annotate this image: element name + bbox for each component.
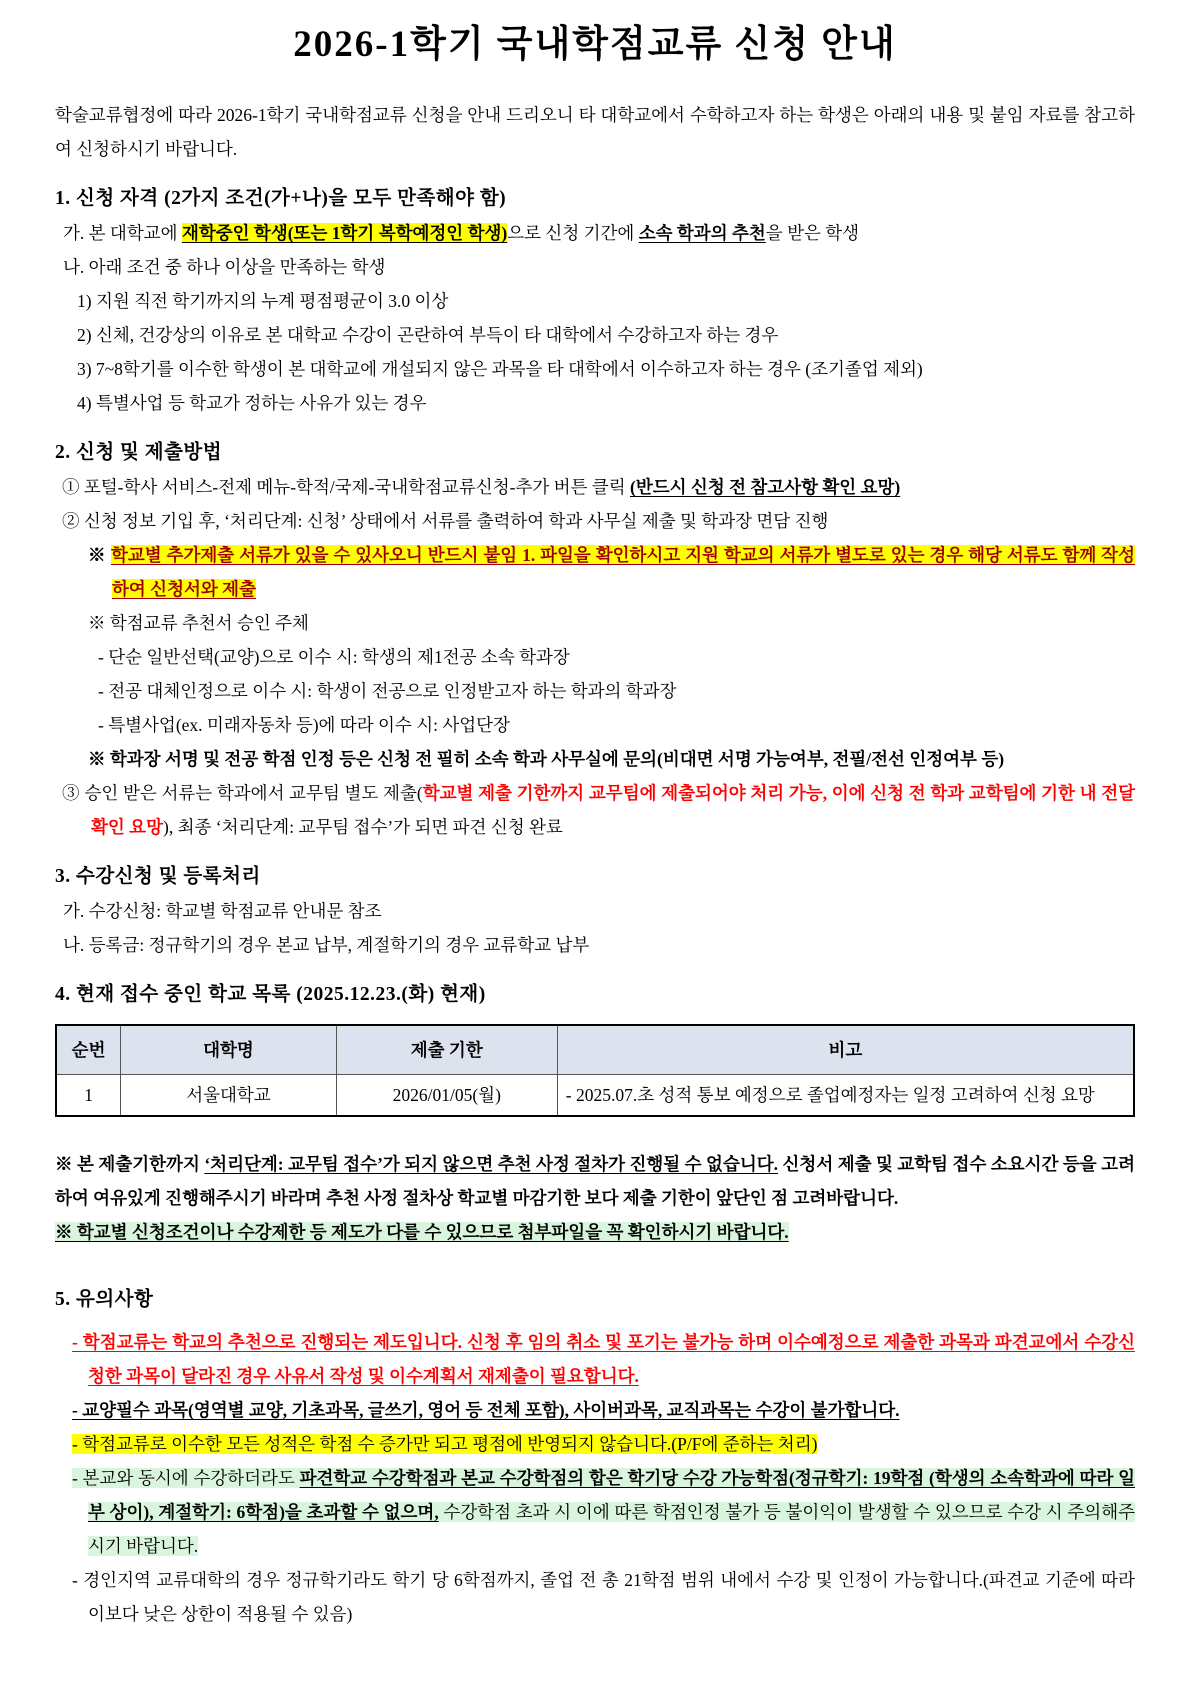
note1-underlined: ‘처리단계: 교무팀 접수’가 되지 않으면 추천 사정 절차가 진행될 수 없습니다. — [204, 1154, 779, 1175]
green-highlighted-note: ※ 학교별 신청조건이나 수강제한 등 제도가 다를 수 있으므로 첨부파일을 꼭 확인하시기 바랍니다. — [55, 1222, 789, 1243]
eligibility-subitem-1: 1) 지원 직전 학기까지의 누계 평점평균이 3.0 이상 — [77, 291, 449, 312]
approver-item-3: - 특별사업(ex. 미래자동차 등)에 따라 이수 시: 사업단장 — [98, 715, 510, 736]
table-header-row — [56, 1025, 1134, 1075]
bullet4-green-wrap — [72, 1468, 1135, 1556]
table-row — [56, 1075, 1134, 1117]
school-list-table — [55, 1024, 1135, 1117]
eligibility-subitem-2: 2) 신체, 건강상의 이유로 본 대학교 수강이 곤란하여 부득이 타 대학에서 수강하고자 하는 경우 — [77, 325, 779, 346]
col-header-deadline: 제출 기한 — [336, 1025, 557, 1075]
cell-university: 서울대학교 — [121, 1075, 337, 1117]
bullet4-rest: 수강학점 초과 시 이에 따른 학점인정 불가 등 불이익이 발생할 수 있으므로 수강 시 주의해주시기 바랍니다. — [88, 1502, 1135, 1557]
ga-prefix: 가. 본 대학교에 — [63, 223, 182, 244]
section3-heading: 3. 수강신청 및 등록처리 — [55, 866, 261, 888]
apply-step-1 — [55, 470, 1135, 504]
cell-no: 1 — [56, 1075, 121, 1117]
ga-suffix: 을 받은 학생 — [765, 223, 860, 244]
step3-suffix: ), 최종 ‘처리단계: 교무팀 접수’가 되면 파견 신청 완료 — [163, 817, 563, 838]
bullet1-red-text: - 학점교류는 학교의 추천으로 진행되는 제도입니다. 신청 후 임의 취소 및 포기는 불가능 하며 이수예정으로 제출한 과목과 파견교에서 수강신청한 과목이 달라진 경우 사유서 작성 및 이수계획서 재제출이 필요합니다. — [72, 1332, 1135, 1387]
apply-step-2: ② 신청 정보 기입 후, ‘처리단계: 신청’ 상태에서 서류를 출력하여 학과 사무실 제출 및 학과장 면담 진행 — [62, 511, 829, 532]
bullet3-yellow-text: - 학점교류로 이수한 모든 성적은 학점 수 증가만 되고 평점에 반영되지 않습니다.(P/F에 준하는 처리) — [72, 1434, 818, 1455]
caution-bullet-2: - 교양필수 과목(영역별 교양, 기초과목, 글쓰기, 영어 등 전체 포함), 사이버과목, 교직과목는 수강이 불가합니다. — [72, 1400, 900, 1421]
step3-red-warning: 학교별 제출 기한까지 교무팀에 제출되어야 처리 가능, 이에 신청 전 학과 교학팀에 기한 내 전달 확인 요망 — [91, 783, 1136, 838]
ga-highlighted-text: 재학중인 학생(또는 1학기 복학예정인 학생) — [181, 223, 508, 244]
section1-heading: 1. 신청 자격 (2가지 조건(가+나)을 모두 만족해야 함) — [55, 188, 507, 210]
ga-mid: 으로 신청 기간에 — [507, 223, 639, 244]
signature-note: ※ 학과장 서명 및 전공 학점 인정 등은 신청 전 필히 소속 학과 사무실에 문의(비대면 서명 가능여부, 전필/전선 인정여부 등) — [88, 749, 1005, 770]
eligibility-item-na: 나. 아래 조건 중 하나 이상을 만족하는 학생 — [63, 257, 386, 278]
eligibility-item-ga — [55, 216, 1135, 250]
spacer — [55, 1317, 1135, 1325]
step1-emphasis: (반드시 신청 전 참고사항 확인 요망) — [630, 477, 901, 498]
registration-item-2: 나. 등록금: 정규학기의 경우 본교 납부, 계절학기의 경우 교류학교 납부 — [63, 935, 590, 956]
caution-bullet-4 — [55, 1461, 1135, 1563]
step3-prefix: ③ 승인 받은 서류는 학과에서 교무팀 별도 제출( — [62, 783, 423, 804]
cell-remarks — [557, 1075, 1134, 1117]
note1-prefix: ※ 본 제출기한까지 — [55, 1154, 205, 1175]
intro-paragraph: 학술교류협정에 따라 2026-1학기 국내학점교류 신청을 안내 드리오니 타 대학교에서 수학하고자 하는 학생은 아래의 내용 및 붙임 자료를 참고하여 신청하시기 바랍니다. — [55, 105, 1135, 160]
col-header-university: 대학명 — [121, 1025, 337, 1075]
deadline-warning-note — [55, 1147, 1135, 1215]
approver-note-heading: ※ 학점교류 추천서 승인 주체 — [88, 613, 309, 634]
caution-bullet-5: - 경인지역 교류대학의 경우 정규학기라도 학기 당 6학점까지, 졸업 전 총 21학점 범위 내에서 수강 및 인정이 가능합니다.(파견교 기준에 따라 이보다 낮은 상한이 적용될 수 있음) — [72, 1570, 1135, 1625]
col-header-no: 순번 — [56, 1025, 121, 1075]
col-header-remarks: 비고 — [557, 1025, 1134, 1075]
step1-text: ① 포털-학사 서비스-전제 메뉴-학적/국제-국내학점교류신청-추가 버튼 클릭 — [62, 477, 630, 498]
eligibility-subitem-4: 4) 특별사업 등 학교가 정하는 사유가 있는 경우 — [77, 393, 427, 414]
page-title: 2026-1학기 국내학점교류 신청 안내 — [293, 24, 897, 65]
apply-step-3 — [55, 776, 1135, 844]
caution-bullet-1 — [55, 1325, 1135, 1393]
section4-heading: 4. 현재 접수 중인 학교 목록 (2025.12.23.(화) 현재) — [55, 984, 486, 1006]
section2-heading: 2. 신청 및 제출방법 — [55, 442, 223, 464]
eligibility-subitem-3: 3) 7~8학기를 이수한 학생이 본 대학교에 개설되지 않은 과목을 타 대학에서 이수하고자 하는 경우 (조기졸업 제외) — [77, 359, 923, 380]
note-marker: ※ — [88, 545, 111, 566]
ga-underlined-text: 소속 학과의 추천 — [638, 223, 766, 244]
section5-heading: 5. 유의사항 — [55, 1289, 154, 1311]
remarks-text: - 2025.07.초 성적 통보 예정으로 졸업예정자는 일정 고려하여 신청 요망 — [565, 1085, 1095, 1106]
attachment-check-note — [55, 1215, 1135, 1249]
caution-bullet-3 — [55, 1427, 1135, 1461]
note1-rest: 신청서 제출 및 교학팀 접수 소요시간 등을 고려하여 여유있게 진행해주시기 바라며 추천 사정 절차상 학교별 마감기한 보다 제출 기한이 앞단인 점 고려바랍니다. — [55, 1154, 1135, 1209]
yellow-highlighted-note: 학교별 추가제출 서류가 있을 수 있사오니 반드시 붙임 1. 파일을 확인하시고 지원 학교의 서류가 별도로 있는 경우 해당 서류도 함께 작성하여 신청서와 제출 — [110, 545, 1135, 600]
bullet4-emphasis: 파견학교 수강학점과 본교 수강학점의 합은 학기당 수강 가능학점(정규학기: 19학점 (학생의 소속학과에 따라 일부 상이), 계절학기: 6학점)을 초과할 수 없으며, — [88, 1468, 1135, 1523]
registration-item-1: 가. 수강신청: 학교별 학점교류 안내문 참조 — [63, 901, 382, 922]
approver-item-2: - 전공 대체인정으로 이수 시: 학생이 전공으로 인정받고자 하는 학과의 학과장 — [98, 681, 677, 702]
cell-deadline: 2026/01/05(월) — [336, 1075, 557, 1117]
additional-docs-note — [55, 538, 1135, 606]
bullet4-prefix: - 본교와 동시에 수강하더라도 — [72, 1468, 300, 1489]
approver-item-1: - 단순 일반선택(교양)으로 이수 시: 학생의 제1전공 소속 학과장 — [98, 647, 570, 668]
